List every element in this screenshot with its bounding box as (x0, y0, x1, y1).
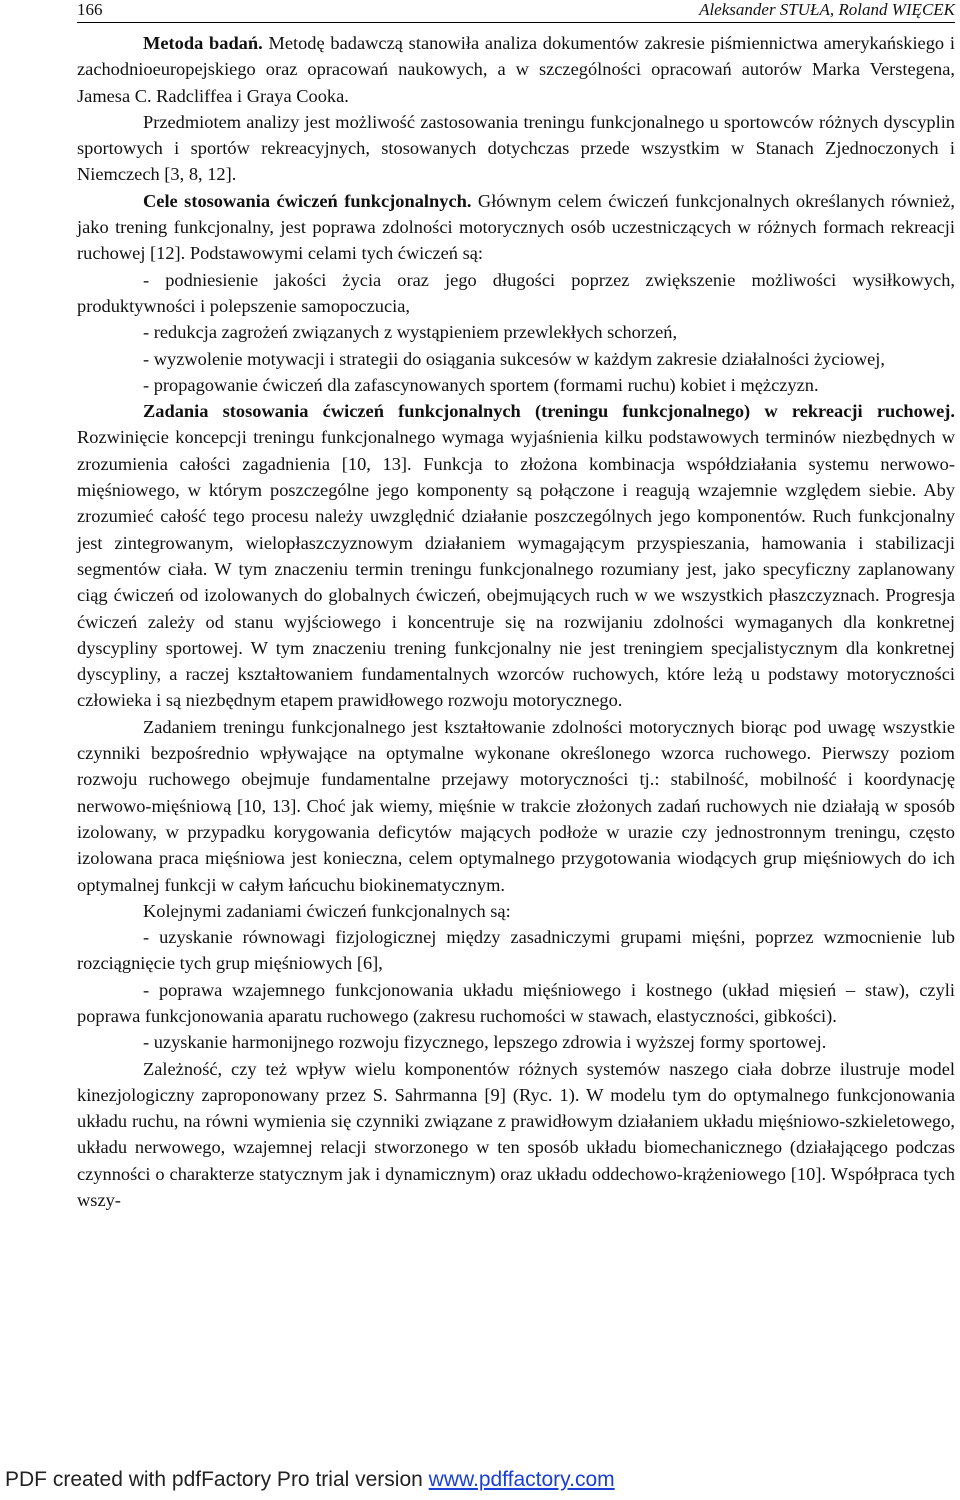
pdf-footer (5, 1468, 615, 1492)
goal-item: - wyzwolenie motywacji i strategii do osiągania sukcesów w każdym zakresie działalności życiowej, (143, 348, 886, 369)
paragraph-text: Metodę badawczą stanowiła analiza dokumentów zakresie piśmiennictwa amerykańskiego i zachodnioeuropejskiego oraz opracowań naukowych, a w szczególności opracowań autorów Marka Verstegena, Jamesa C. Radcliffea i Graya Cooka. (77, 33, 955, 106)
paragraph-text: Rozwinięcie koncepcji treningu funkcjonalnego wymaga wyjaśnienia kilku podstawowych terminów niezbędnych w zrozumienia całości zagadnienia [10, 13]. Funkcja to złożona kombinacja współdziałania systemu nerwowo-mięśniowego, w którym poszczególne jego komponenty są połączone i reagują wzajemnie względem siebie. Aby zrozumieć całość tego procesu należy uwzględnić działanie poszczególnych jego komponentów. Ruch funkcjonalny jest zintegrowanym, wielopłaszczyznowym działaniem wymagającym przyspieszania, hamowania i stabilizacji segmentów ciała. W tym znaczeniu termin treningu funkcjonalnego rozumiany jest, jako specyficzny zaplanowany ciąg ćwiczeń od izolowanych do globalnych ćwiczeń, obejmujących ruch w we wszystkich płaszczyznach. Progresja ćwiczeń zależy od stanu wyjściowego i koncentruje się na rozwijaniu zdolności wymaganych dla konkretnej dyscypliny sportowej. W tym znaczeniu trening funkcjonalny nie jest treningiem specjalistycznym dla konkretnej dyscypliny, a raczej kształtowaniem fundamentalnych wzorców ruchowych, które leżą u podstawy motoryczności człowieka i są niezbędnym etapem prawidłowego rozwoju motorycznego. (77, 427, 955, 711)
paragraph-method (77, 30, 955, 109)
paragraph-subject: Przedmiotem analizy jest możliwość zastosowania treningu funkcjonalnego u sportowców różnych dyscyplin sportowych i sportów rekreacyjnych, stosowanych dotychczas przede wszystkim w Stanach Zjednoczonych i Niemczech [3, 8, 12]. (77, 111, 955, 185)
article-body (77, 30, 955, 1213)
paragraph-goals (77, 188, 955, 267)
task-item: - uzyskanie równowagi fizjologicznej między zasadniczymi grupami mięśni, poprzez wzmocnienie lub rozciągnięcie tych grup mięśniowych [6], (77, 927, 955, 974)
task-item: - uzyskanie harmonijnego rozwoju fizycznego, lepszego zdrowia i wyższej formy sportowej. (143, 1032, 827, 1053)
footer-text: PDF created with pdfFactory Pro trial version (5, 1468, 429, 1491)
goal-item: - podniesienie jakości życia oraz jego długości poprzez zwiększenie możliwości wysiłkowych, produktywności i polepszenie samopoczucia, (77, 269, 955, 316)
task-item: - poprawa wzajemnego funkcjonowania układu mięśniowego i kostnego (układ mięsień – staw), czyli poprawa funkcjonowania aparatu ruchowego (zakresu ruchomości w stawach, elastyczności, gibkości). (77, 979, 955, 1026)
heading-goals: Cele stosowania ćwiczeń funkcjonalnych. (143, 190, 472, 211)
footer-link[interactable]: www.pdffactory.com (428, 1468, 615, 1491)
heading-tasks: Zadania stosowania ćwiczeń funkcjonalnych (treningu funkcjonalnego) w rekreacji ruchowej. (143, 401, 955, 422)
running-authors: Aleksander STUŁA, Roland WIĘCEK (699, 0, 955, 19)
paragraph-model: Zależność, czy też wpływ wielu komponentów różnych systemów naszego ciała dobrze ilustruje model kinezjologiczny zaproponowany przez S. Sahrmanna [9] (Ryc. 1). W modelu tym do optymalnego funkcjonowania układu ruchu, na równi wymienia się czynniki związane z prawidłowym działaniem układu mięśniowo-szkieletowego, układu nerwowego, wzajemnej relacji stworzonego w ten sposób układu biomechanicznego (działającego podczas czynności o charakterze statycznym jak i dynamicznym) oraz układu oddechowo-krążeniowego [10]. Współpraca tych wszy- (77, 1058, 955, 1211)
page-number: 166 (77, 0, 103, 19)
goal-item: - redukcja zagrożeń związanych z wystąpieniem przewlekłych schorzeń, (143, 322, 678, 343)
paragraph-tasks-heading (77, 398, 955, 714)
paragraph-text: Głównym celem ćwiczeń funkcjonalnych określanych również, jako trening funkcjonalny, jest poprawa zdolności motorycznych osób uczestniczących w różnych formach rekreacji ruchowej [12]. Podstawowymi celami tych ćwiczeń są: (77, 190, 955, 264)
paragraph-motor: Zadaniem treningu funkcjonalnego jest kształtowanie zdolności motorycznych biorąc pod uwagę wszystkie czynniki bezpośrednio wpływające na optymalne wykonane określonego wzorca ruchowego. Pierwszy poziom rozwoju ruchowego obejmuje fundamentalne przejawy motoryczności tj.: stabilność, mobilność i koordynację nerwowo-mięśniową [10, 13]. Choć jak wiemy, mięśnie w trakcie złożonych zadań ruchowych nie działają w sposób izolowany, w przypadku korygowania deficytów mających podłoże w urazie czy jednostronnym treningu, często izolowana praca mięśniowa jest konieczna, celem optymalnego przygotowania wiodących grup mięśniowych do ich optymalnej funkcji w całym łańcuchu biokinematycznym. (77, 716, 955, 895)
heading-method: Metoda badań. (143, 33, 263, 53)
goal-item: - propagowanie ćwiczeń dla zafascynowanych sportem (formami ruchu) kobiet i mężczyzn. (143, 374, 819, 395)
paragraph-next-tasks: Kolejnymi zadaniami ćwiczeń funkcjonalnych są: (143, 900, 511, 921)
running-header (77, 0, 955, 23)
